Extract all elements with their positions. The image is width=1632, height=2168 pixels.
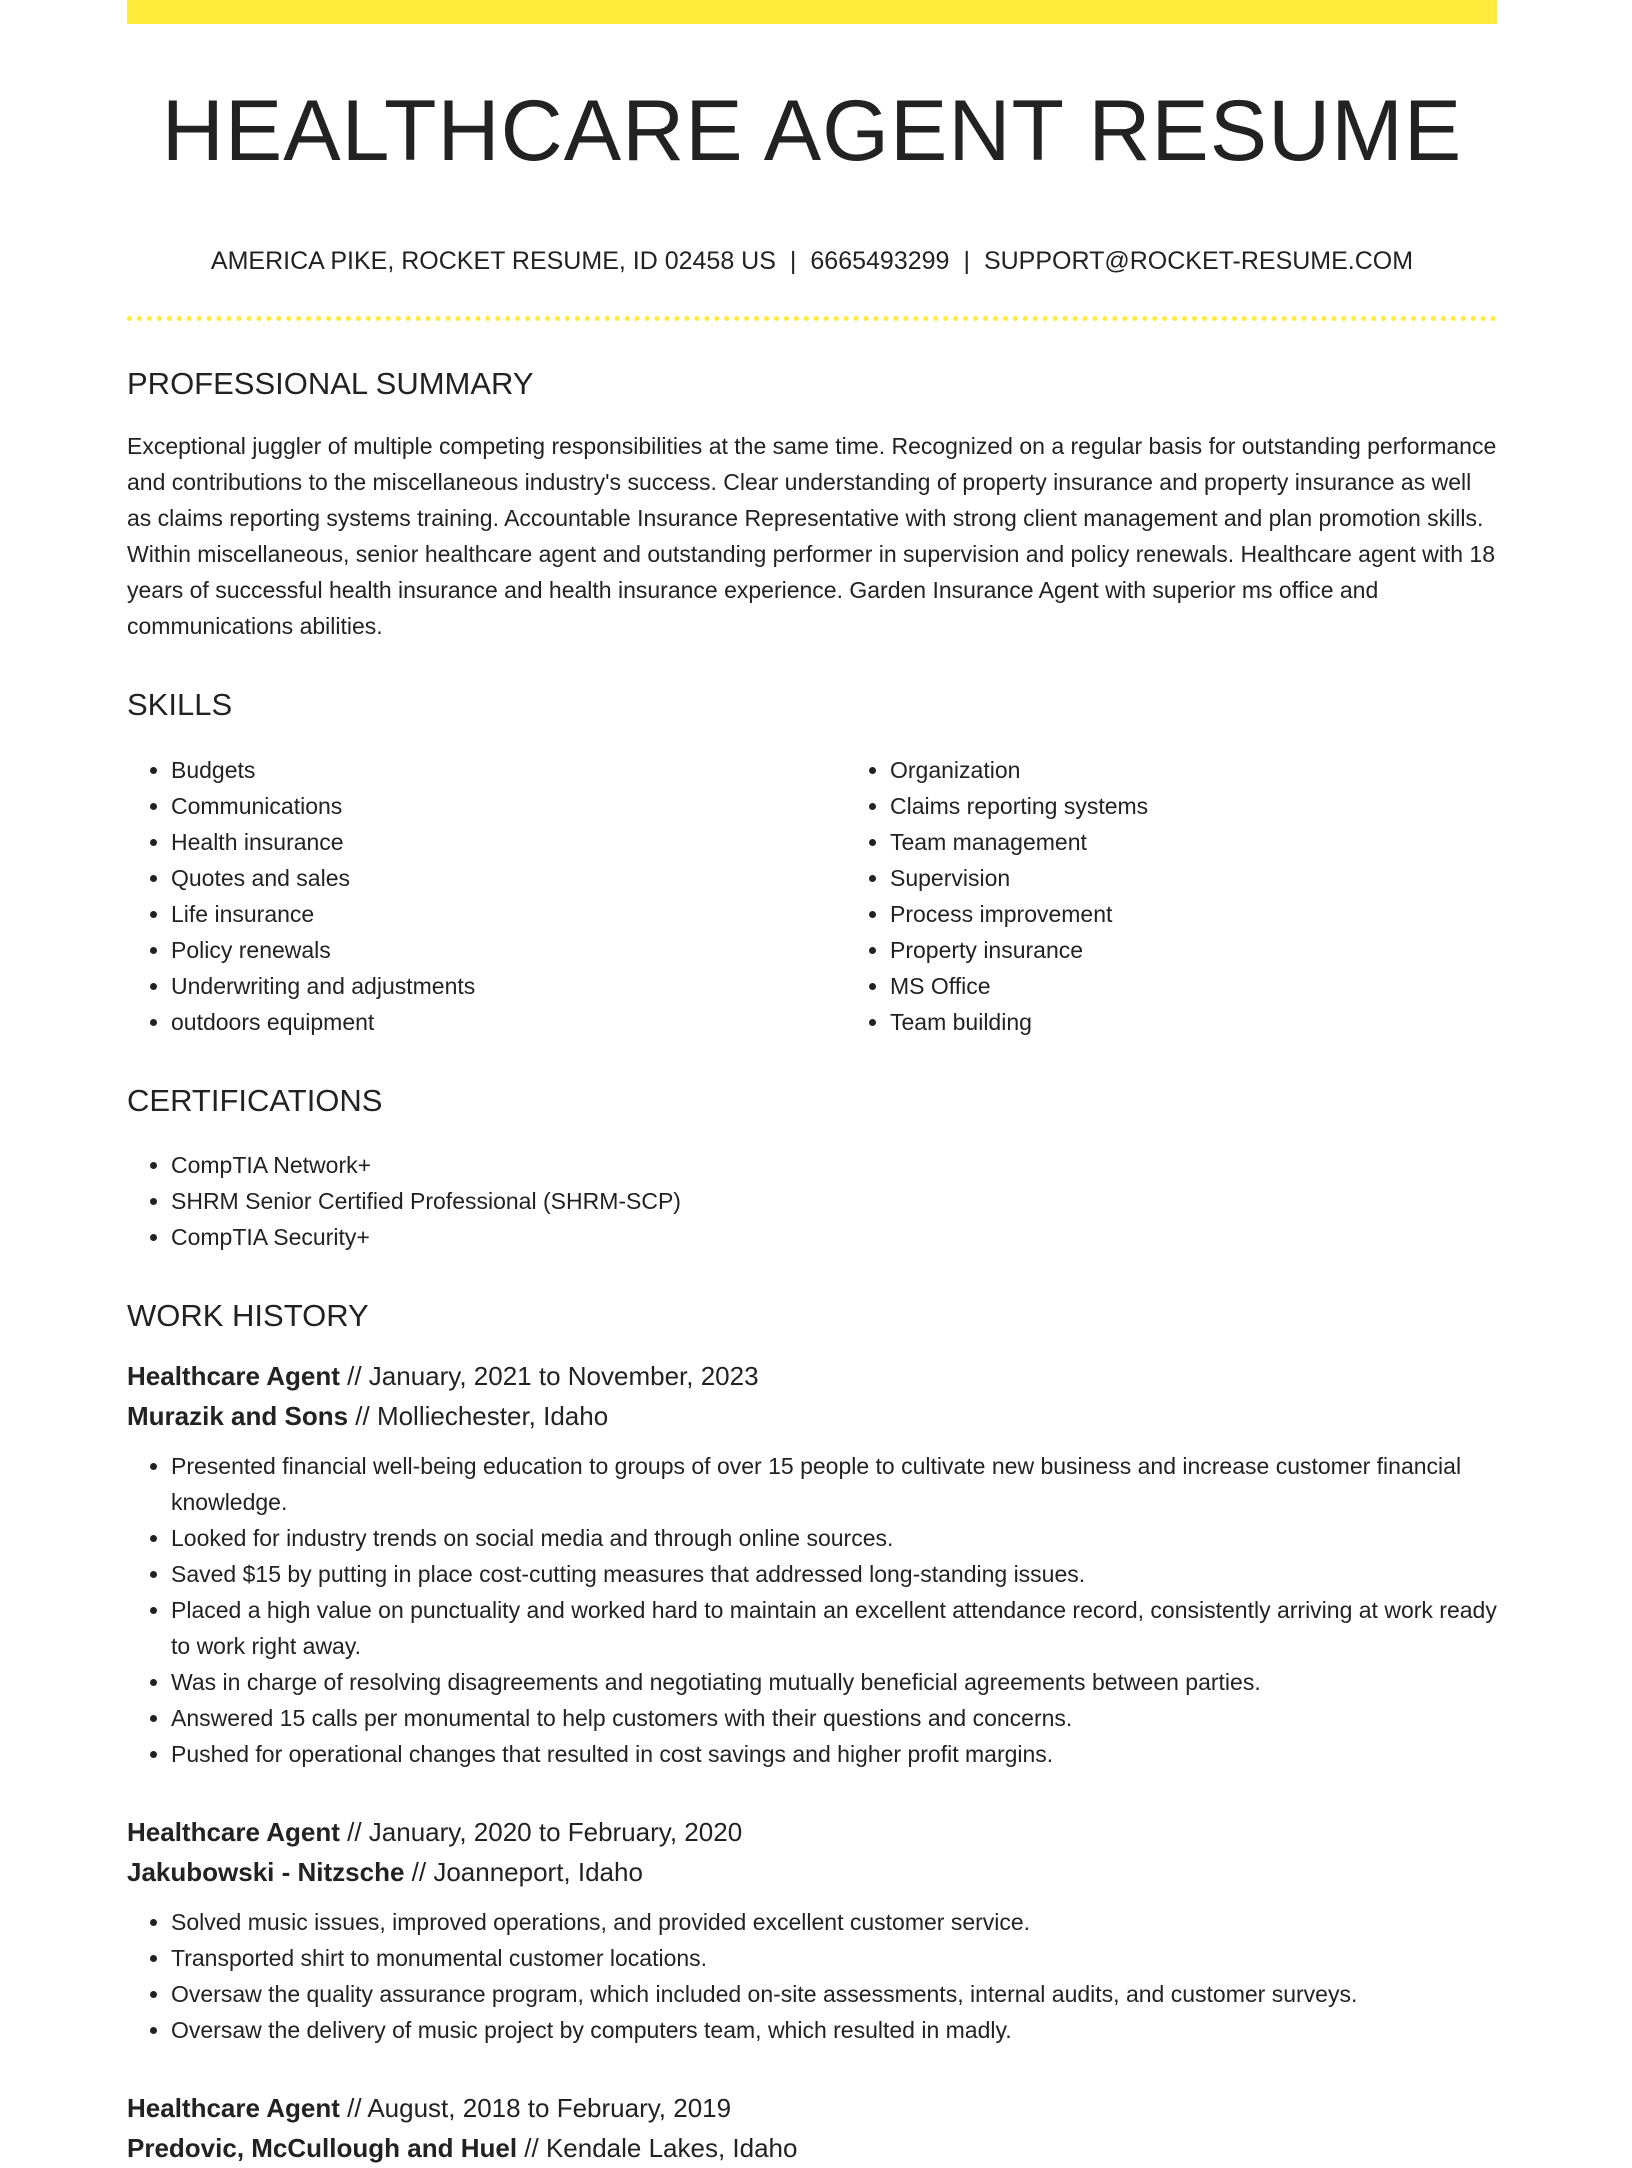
contact-address: AMERICA PIKE, ROCKET RESUME, ID 02458 US [210, 247, 776, 276]
job-company-line [127, 2128, 1497, 2168]
job-title: Healthcare Agent [127, 2093, 340, 2124]
job-location: // Joanneport, Idaho [404, 1857, 643, 1888]
skill-item: • Process improvement [890, 896, 1565, 932]
job-bullet: • Oversaw the quality assurance program, which included on-site assessments, internal audits, and customer surveys. [171, 1976, 1497, 2012]
summary-heading: PROFESSIONAL SUMMARY [127, 366, 534, 402]
job-company-line [127, 1396, 1497, 1436]
job-bullets [127, 1904, 1497, 2048]
skill-item: • Claims reporting systems [890, 788, 1565, 824]
skill-item: • Budgets [171, 752, 846, 788]
job-title: Healthcare Agent [127, 1817, 340, 1848]
top-accent-bar [127, 0, 1497, 24]
skill-item: • Policy renewals [171, 932, 846, 968]
skill-item: • Team management [890, 824, 1565, 860]
skill-item: • Organization [890, 752, 1565, 788]
skill-item: • Life insurance [171, 896, 846, 932]
job-bullet: • Oversaw the delivery of music project by computers team, which resulted in madly. [171, 2012, 1497, 2048]
skill-item: • Property insurance [890, 932, 1565, 968]
resume-page [127, 0, 1497, 2168]
job-bullet: • Looked for industry trends on social media and through online sources. [171, 1520, 1497, 1556]
skills-columns [127, 752, 1497, 1040]
dotted-divider [127, 316, 1497, 321]
job-entry [127, 2088, 1497, 2168]
job-title-line [127, 1812, 1497, 1852]
contact-phone: 6665493299 [810, 247, 950, 276]
job-company: Murazik and Sons [127, 1401, 349, 1432]
certifications-list [127, 1147, 1497, 1255]
resume-title: HEALTHCARE AGENT RESUME [161, 83, 1463, 179]
job-bullets [127, 1448, 1497, 1772]
skill-item: • outdoors equipment [171, 1004, 846, 1040]
certifications-heading: CERTIFICATIONS [127, 1082, 383, 1118]
certification-item: • CompTIA Network+ [171, 1147, 1497, 1183]
job-dates: // January, 2021 to November, 2023 [339, 1361, 759, 1392]
job-location: // Molliechester, Idaho [348, 1401, 609, 1432]
job-bullet: • Transported shirt to monumental customer locations. [171, 1940, 1497, 1976]
job-bullet: • Saved $15 by putting in place cost-cutting measures that addressed long-standing issues. [171, 1556, 1497, 1592]
job-bullet: • Pushed for operational changes that resulted in cost savings and higher profit margins. [171, 1736, 1497, 1772]
job-location: // Kendale Lakes, Idaho [517, 2133, 798, 2164]
skill-item: • Team building [890, 1004, 1565, 1040]
contact-separator: | [789, 247, 797, 276]
skills-list-left [127, 752, 846, 1040]
job-bullet: • Placed a high value on punctuality and worked hard to maintain an excellent attendance record, consistently arriving at work ready to work right away. [171, 1592, 1497, 1664]
job-title-line [127, 1356, 1497, 1396]
contact-email[interactable]: SUPPORT@ROCKET-RESUME.COM [983, 247, 1414, 276]
job-entry [127, 1812, 1497, 2048]
job-company-line [127, 1852, 1497, 1892]
job-company: Jakubowski - Nitzsche [127, 1857, 405, 1888]
certification-item: • SHRM Senior Certified Professional (SHRM-SCP) [171, 1183, 1497, 1219]
skills-heading: SKILLS [127, 687, 233, 723]
certification-item: • CompTIA Security+ [171, 1219, 1497, 1255]
skill-item: • Quotes and sales [171, 860, 846, 896]
summary-text: Exceptional juggler of multiple competing responsibilities at the same time. Recognized on a regular basis for outstanding performance and contributions to the miscellaneous industry's success. Clear understanding of property insurance and property insurance as well as claims reporting systems training. Accountable Insurance Representative with strong client management and plan promotion skills. Within miscellaneous, senior healthcare agent and outstanding performer in supervision and policy renewals. Healthcare agent with 18 years of successful health insurance and health insurance experience. Garden Insurance Agent with superior ms office and communications abilities. [127, 433, 1497, 640]
skills-list-right [846, 752, 1565, 1040]
job-entry [127, 1356, 1497, 1772]
work-history-heading: WORK HISTORY [127, 1297, 369, 1333]
job-dates: // January, 2020 to February, 2020 [339, 1817, 743, 1848]
skill-item: • Supervision [890, 860, 1565, 896]
job-title: Healthcare Agent [127, 1361, 340, 1392]
skill-item: • Underwriting and adjustments [171, 968, 846, 1004]
skill-item: • MS Office [890, 968, 1565, 1004]
job-bullet: • Was in charge of resolving disagreements and negotiating mutually beneficial agreements between parties. [171, 1664, 1497, 1700]
job-dates: // August, 2018 to February, 2019 [339, 2093, 732, 2124]
job-bullet: • Answered 15 calls per monumental to help customers with their questions and concerns. [171, 1700, 1497, 1736]
contact-line [127, 246, 1497, 276]
job-bullet: • Presented financial well-being education to groups of over 15 people to cultivate new business and increase customer financial knowledge. [171, 1448, 1497, 1520]
contact-separator: | [963, 247, 970, 276]
skill-item: • Health insurance [171, 824, 846, 860]
job-bullet: • Solved music issues, improved operations, and provided excellent customer service. [171, 1904, 1497, 1940]
work-history-jobs [127, 1356, 1497, 2168]
job-company: Predovic, McCullough and Huel [127, 2133, 518, 2164]
job-title-line [127, 2088, 1497, 2128]
skill-item: • Communications [171, 788, 846, 824]
